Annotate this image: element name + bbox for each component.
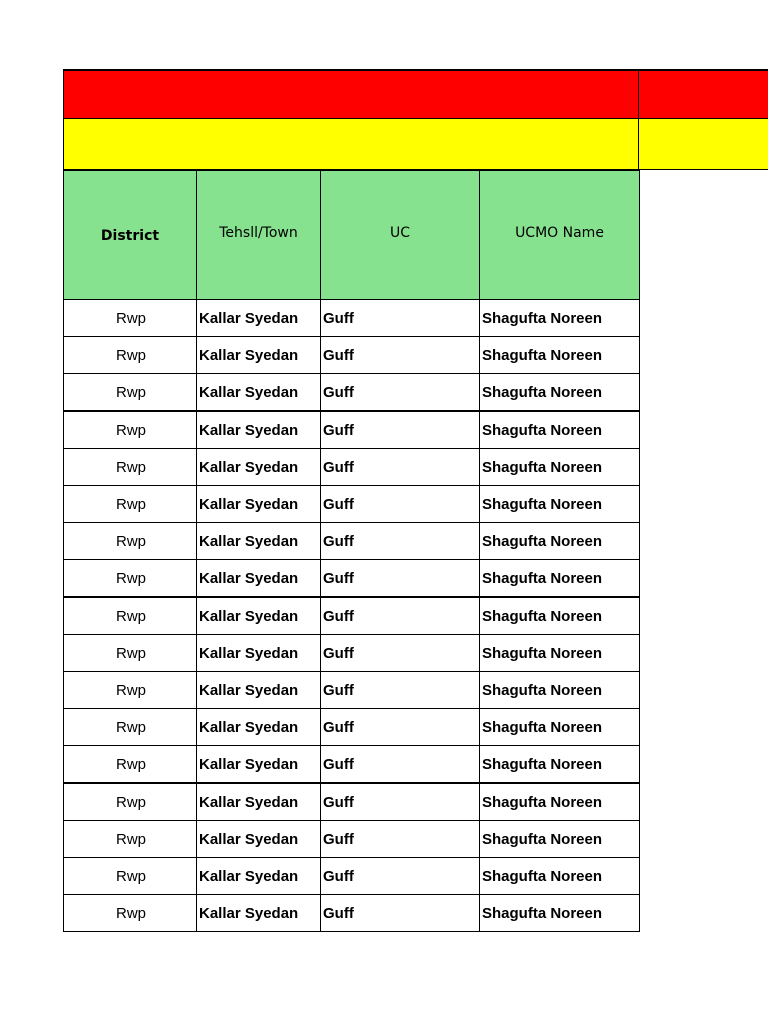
cell-tehsil-town[interactable]: Kallar Syedan bbox=[197, 821, 321, 858]
cell-district[interactable]: Rwp bbox=[64, 821, 197, 858]
table-row bbox=[64, 411, 640, 449]
cell-ucmo-name[interactable]: Shagufta Noreen bbox=[480, 300, 640, 337]
cell-tehsil-town[interactable]: Kallar Syedan bbox=[197, 449, 321, 486]
cell-uc[interactable]: Guff bbox=[321, 858, 480, 895]
table-row bbox=[64, 858, 640, 895]
cell-ucmo-name[interactable]: Shagufta Noreen bbox=[480, 858, 640, 895]
title-band bbox=[63, 69, 768, 119]
cell-ucmo-name[interactable]: Shagufta Noreen bbox=[480, 709, 640, 746]
cell-uc[interactable]: Guff bbox=[321, 895, 480, 932]
header-tehsil-town: Tehsll/Town bbox=[197, 171, 321, 300]
cell-ucmo-name[interactable]: Shagufta Noreen bbox=[480, 486, 640, 523]
ucmo-table bbox=[63, 170, 640, 932]
cell-ucmo-name[interactable]: Shagufta Noreen bbox=[480, 672, 640, 709]
cell-uc[interactable]: Guff bbox=[321, 523, 480, 560]
table-row bbox=[64, 746, 640, 784]
cell-uc[interactable]: Guff bbox=[321, 672, 480, 709]
cell-ucmo-name[interactable]: Shagufta Noreen bbox=[480, 635, 640, 672]
cell-ucmo-name[interactable]: Shagufta Noreen bbox=[480, 560, 640, 598]
table-row bbox=[64, 486, 640, 523]
cell-district[interactable]: Rwp bbox=[64, 635, 197, 672]
cell-uc[interactable]: Guff bbox=[321, 783, 480, 821]
cell-ucmo-name[interactable]: Shagufta Noreen bbox=[480, 523, 640, 560]
table-row bbox=[64, 523, 640, 560]
cell-tehsil-town[interactable]: Kallar Syedan bbox=[197, 672, 321, 709]
cell-district[interactable]: Rwp bbox=[64, 858, 197, 895]
table-row bbox=[64, 709, 640, 746]
table-row bbox=[64, 300, 640, 337]
cell-ucmo-name[interactable]: Shagufta Noreen bbox=[480, 449, 640, 486]
table-row bbox=[64, 560, 640, 598]
cell-uc[interactable]: Guff bbox=[321, 486, 480, 523]
cell-uc[interactable]: Guff bbox=[321, 560, 480, 598]
cell-district[interactable]: Rwp bbox=[64, 374, 197, 412]
cell-district[interactable]: Rwp bbox=[64, 411, 197, 449]
cell-tehsil-town[interactable]: Kallar Syedan bbox=[197, 895, 321, 932]
cell-district[interactable]: Rwp bbox=[64, 486, 197, 523]
header-ucmo-name: UCMO Name bbox=[480, 171, 640, 300]
cell-tehsil-town[interactable]: Kallar Syedan bbox=[197, 746, 321, 784]
cell-ucmo-name[interactable]: Shagufta Noreen bbox=[480, 337, 640, 374]
header-district: District bbox=[64, 171, 197, 300]
subtitle-band bbox=[63, 119, 768, 170]
cell-uc[interactable]: Guff bbox=[321, 411, 480, 449]
cell-district[interactable]: Rwp bbox=[64, 709, 197, 746]
cell-tehsil-town[interactable]: Kallar Syedan bbox=[197, 597, 321, 635]
cell-uc[interactable]: Guff bbox=[321, 709, 480, 746]
cell-district[interactable]: Rwp bbox=[64, 300, 197, 337]
table-row bbox=[64, 597, 640, 635]
cell-uc[interactable]: Guff bbox=[321, 746, 480, 784]
table-row bbox=[64, 374, 640, 412]
table-row bbox=[64, 783, 640, 821]
cell-district[interactable]: Rwp bbox=[64, 597, 197, 635]
cell-tehsil-town[interactable]: Kallar Syedan bbox=[197, 486, 321, 523]
table-row bbox=[64, 821, 640, 858]
table-row bbox=[64, 895, 640, 932]
cell-ucmo-name[interactable]: Shagufta Noreen bbox=[480, 411, 640, 449]
cell-uc[interactable]: Guff bbox=[321, 337, 480, 374]
cell-tehsil-town[interactable]: Kallar Syedan bbox=[197, 411, 321, 449]
cell-district[interactable]: Rwp bbox=[64, 783, 197, 821]
band-divider bbox=[638, 69, 639, 170]
cell-uc[interactable]: Guff bbox=[321, 821, 480, 858]
cell-uc[interactable]: Guff bbox=[321, 374, 480, 412]
cell-ucmo-name[interactable]: Shagufta Noreen bbox=[480, 374, 640, 412]
cell-district[interactable]: Rwp bbox=[64, 337, 197, 374]
cell-ucmo-name[interactable]: Shagufta Noreen bbox=[480, 895, 640, 932]
cell-district[interactable]: Rwp bbox=[64, 523, 197, 560]
cell-tehsil-town[interactable]: Kallar Syedan bbox=[197, 560, 321, 598]
cell-tehsil-town[interactable]: Kallar Syedan bbox=[197, 635, 321, 672]
cell-district[interactable]: Rwp bbox=[64, 895, 197, 932]
table-row bbox=[64, 672, 640, 709]
cell-tehsil-town[interactable]: Kallar Syedan bbox=[197, 523, 321, 560]
cell-uc[interactable]: Guff bbox=[321, 449, 480, 486]
table-row bbox=[64, 337, 640, 374]
cell-tehsil-town[interactable]: Kallar Syedan bbox=[197, 709, 321, 746]
header-uc: UC bbox=[321, 171, 480, 300]
header-row bbox=[64, 171, 640, 300]
cell-tehsil-town[interactable]: Kallar Syedan bbox=[197, 337, 321, 374]
cell-ucmo-name[interactable]: Shagufta Noreen bbox=[480, 597, 640, 635]
cell-ucmo-name[interactable]: Shagufta Noreen bbox=[480, 746, 640, 784]
cell-ucmo-name[interactable]: Shagufta Noreen bbox=[480, 783, 640, 821]
cell-tehsil-town[interactable]: Kallar Syedan bbox=[197, 374, 321, 412]
cell-tehsil-town[interactable]: Kallar Syedan bbox=[197, 783, 321, 821]
cell-uc[interactable]: Guff bbox=[321, 597, 480, 635]
cell-uc[interactable]: Guff bbox=[321, 635, 480, 672]
cell-district[interactable]: Rwp bbox=[64, 672, 197, 709]
cell-district[interactable]: Rwp bbox=[64, 449, 197, 486]
table-row bbox=[64, 635, 640, 672]
cell-tehsil-town[interactable]: Kallar Syedan bbox=[197, 300, 321, 337]
cell-ucmo-name[interactable]: Shagufta Noreen bbox=[480, 821, 640, 858]
cell-uc[interactable]: Guff bbox=[321, 300, 480, 337]
cell-district[interactable]: Rwp bbox=[64, 746, 197, 784]
table-row bbox=[64, 449, 640, 486]
table-body bbox=[64, 300, 640, 932]
cell-district[interactable]: Rwp bbox=[64, 560, 197, 598]
cell-tehsil-town[interactable]: Kallar Syedan bbox=[197, 858, 321, 895]
